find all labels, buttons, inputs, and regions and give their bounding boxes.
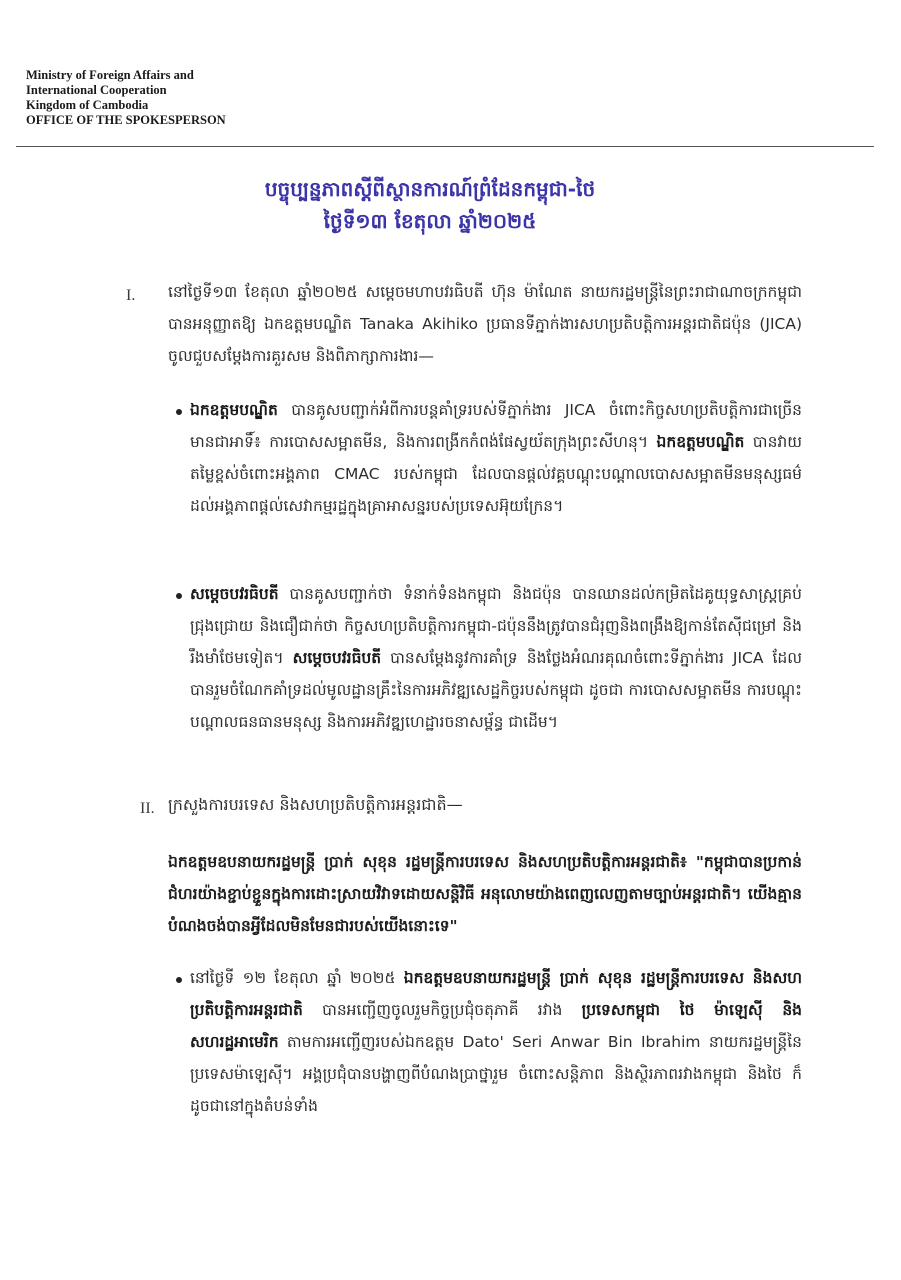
section-1-bullet-2 (190, 578, 802, 738)
section-2-numeral: II. (140, 800, 155, 817)
country-name: Kingdom of Cambodia (26, 98, 149, 112)
bullet-text: បានគូសបញ្ជាក់អំពីការបន្តគាំទ្ររបស់ទីភ្នាក់ងារ JICA ចំពោះកិច្ចសហប្រតិបត្តិការជាច្រើន មានជាអាទិ៍៖ ការបោសសម្អាតមីន, និងការពង្រីកកំពង់ផែស្វយ័តក្រុងព្រះសីហនុ។ (190, 401, 802, 451)
minister-quote: ឯកឧត្តមឧបនាយករដ្ឋមន្ត្រី ប្រាក់ សុខុន រដ្ឋមន្ត្រីការបរទេស និងសហប្រតិបត្តិការអន្តរជាតិ៖ "កម្ពុជាបានប្រកាន់ជំហរយ៉ាងខ្ជាប់ខ្ជួនក្នុងការដោះស្រាយវិវាទដោយសន្តិវិធី អនុលោមយ៉ាងពេញលេញតាមច្បាប់អន្តរជាតិ។ យើងគ្មានបំណងចង់បានអ្វីដែលមិនមែនជារបស់យើងនោះទេ" (168, 853, 802, 935)
section-1-numeral: I. (126, 287, 136, 304)
office-name: OFFICE OF THE SPOKESPERSON (26, 113, 226, 127)
document-title: បច្ចុប្បន្នភាពស្តីពីស្ថានការណ៍ព្រំដែនកម្ពុជា-ថៃ (264, 177, 596, 201)
bullet-text: នៅថ្ងៃទី ១២ ខែតុលា ឆ្នាំ ២០២៥ (190, 969, 404, 987)
section-2-bullet-1 (190, 962, 802, 1122)
section-1-bullet-1 (190, 394, 802, 522)
bullet-lead-text: ឯកឧត្តមឧបនាយករដ្ឋមន្ត្រី ប្រាក់ សុខុន រដ្ឋមន្ត្រីការបរទេស និងសហប្រតិបត្តិការអន្តរជាតិ (190, 969, 802, 1019)
bullet-lead-text: សម្តេចបវរធិបតី (292, 649, 382, 667)
ministry-name-line2: International Cooperation (26, 83, 167, 97)
letterhead (26, 68, 226, 128)
section-2-heading: ក្រសួងការបរទេស និងសហប្រតិបត្តិការអន្តរជាតិ— (168, 795, 463, 814)
bullet-marker (176, 409, 182, 415)
bullet-marker (176, 977, 182, 983)
bullet-lead-text: ឯកឧត្តមបណ្ឌិត (656, 433, 745, 451)
bullet-text: បានគូសបញ្ជាក់ថា ទំនាក់ទំនងកម្ពុជា និងជប៉ុន បានឈានដល់កម្រិតដៃគូយុទ្ធសាស្ត្រគ្រប់ជ្រុងជ្រោយ និងជឿជាក់ថា កិច្ចសហប្រតិបត្តិការកម្ពុជា-ជប៉ុននឹងត្រូវបានជំរុញនិងពង្រឹងឱ្យកាន់តែស៊ីជម្រៅ និងរឹងមាំថែមទៀត។ (190, 585, 802, 667)
bullet-lead-text: ឯកឧត្តមបណ្ឌិត (190, 401, 278, 419)
bullet-marker (176, 593, 182, 599)
bullet-text: តាមការអញ្ជើញរបស់ឯកឧត្តម Dato' Seri Anwar Bin Ibrahim នាយករដ្ឋមន្ត្រីនៃប្រទេសម៉ាឡេស៊ី។ អង្គប្រជុំបានបង្ហាញពីបំណងប្រាថ្នារួម ចំពោះសន្តិភាព និងស្ថិរភាពរវាងកម្ពុជា និងថៃ ក៏ដូចជានៅក្នុងតំបន់ទាំង (190, 1033, 802, 1115)
document-date: ថ្ងៃទី១៣ ខែតុលា ឆ្នាំ២០២៥ (323, 209, 537, 233)
bullet-lead-text: សម្តេចបវរធិបតី (190, 585, 279, 603)
bullet-text: បានសម្តែងនូវការគាំទ្រ និងថ្លែងអំណរគុណចំពោះទីភ្នាក់ងារ JICA ដែលបានរួមចំណែកគាំទ្រដល់មូលដ្ឋានគ្រឹះនៃការអភិវឌ្ឍសេដ្ឋកិច្ចរបស់កម្ពុជា ដូចជា ការបោសសម្អាតមីន ការបណ្តុះបណ្តាលធនធានមនុស្ស និងការអភិវឌ្ឍហេដ្ឋារចនាសម្ព័ន្ធ ជាដើម។ (190, 649, 802, 731)
section-1-intro: នៅថ្ងៃទី១៣ ខែតុលា ឆ្នាំ២០២៥ សម្តេចមហាបវរធិបតី ហ៊ុន ម៉ាណែត នាយករដ្ឋមន្ត្រីនៃព្រះរាជាណាចក្រកម្ពុជា បានអនុញ្ញាតឱ្យ ឯកឧត្តមបណ្ឌិត Tanaka Akihiko ប្រធានទីភ្នាក់ងារសហប្រតិបត្តិការអន្តរជាតិជប៉ុន (JICA) ចូលជួបសម្តែងការគួរសម និងពិភាក្សាការងារ— (168, 283, 802, 365)
header-divider (16, 146, 874, 147)
bullet-lead-text: ប្រទេសកម្ពុជា ថៃ ម៉ាឡេស៊ី និងសហរដ្ឋអាមេរិក (190, 1001, 802, 1051)
bullet-text: បានអញ្ជើញចូលរួមកិច្ចប្រជុំចតុភាគី រវាង (302, 1001, 582, 1019)
bullet-text: បានវាយតម្លៃខ្ពស់ចំពោះអង្គភាព CMAC របស់កម្ពុជា ដែលបានផ្តល់វគ្គបណ្តុះបណ្តាលបោសសម្អាតមីនមនុស្សធម៌ ដល់អង្គភាពផ្តល់សេវាកម្មរដ្ឋក្នុងគ្រាអាសន្នរបស់ប្រទេសអ៊ុយក្រែន។ (190, 433, 803, 515)
ministry-name-line1: Ministry of Foreign Affairs and (26, 68, 194, 82)
